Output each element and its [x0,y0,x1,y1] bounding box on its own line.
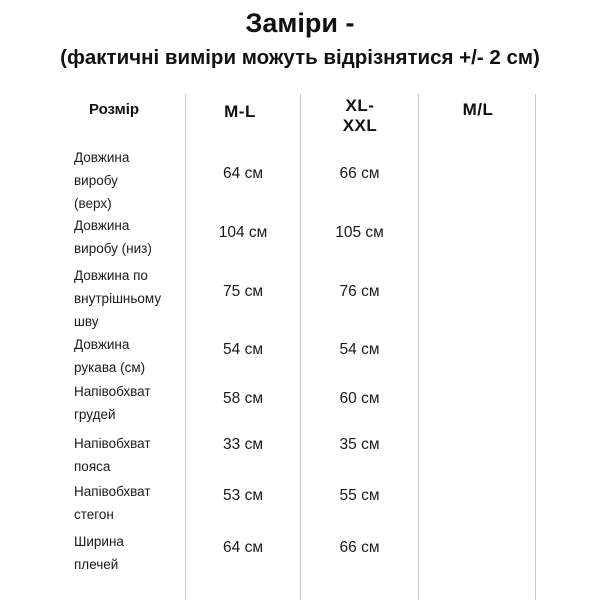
page-title: Заміри - [245,8,355,38]
cell-xl-xxl: 66 см [339,539,380,556]
row-label: Довжина виробу (верх) [74,150,130,211]
row-label: Напівобхват грудей [74,384,151,422]
cell-xl-xxl: 66 см [339,165,380,182]
cell-xl-xxl: 76 см [339,283,380,300]
column-divider [418,94,419,600]
cell-xl-xxl: 60 см [339,390,380,407]
cell-m-l: 75 см [223,283,263,300]
cell-m-l: 104 см [218,224,268,241]
row-label: Довжина виробу (низ) [74,218,152,256]
page-subtitle: (фактичні виміри можуть відрізнятися +/- 2 см) [60,46,540,69]
header-size-label: Розмір [88,101,140,118]
cell-xl-xxl: 105 см [335,224,384,241]
cell-m-l: 54 см [223,341,263,358]
row-label: Напівобхват пояса [74,436,151,474]
row-label: Довжина рукава (см) [74,337,146,375]
cell-m-l: 53 см [223,487,263,504]
row-label: Ширина плечей [74,534,124,572]
header-col-m-slash-l: M/L [462,100,494,119]
header-col-xl-xxl: XL- XXL [342,96,378,135]
cell-m-l: 58 см [223,390,263,407]
header-col-m-l: M-L [224,102,256,121]
cell-m-l: 64 см [223,539,263,556]
row-label: Довжина по внутрішньому шву [74,268,162,329]
cell-xl-xxl: 35 см [339,436,380,453]
cell-xl-xxl: 55 см [339,487,380,504]
row-label: Напівобхват стегон [74,484,151,522]
cell-xl-xxl: 54 см [339,341,380,358]
cell-m-l: 33 см [223,436,263,453]
column-divider [535,94,536,600]
cell-m-l: 64 см [223,165,263,182]
